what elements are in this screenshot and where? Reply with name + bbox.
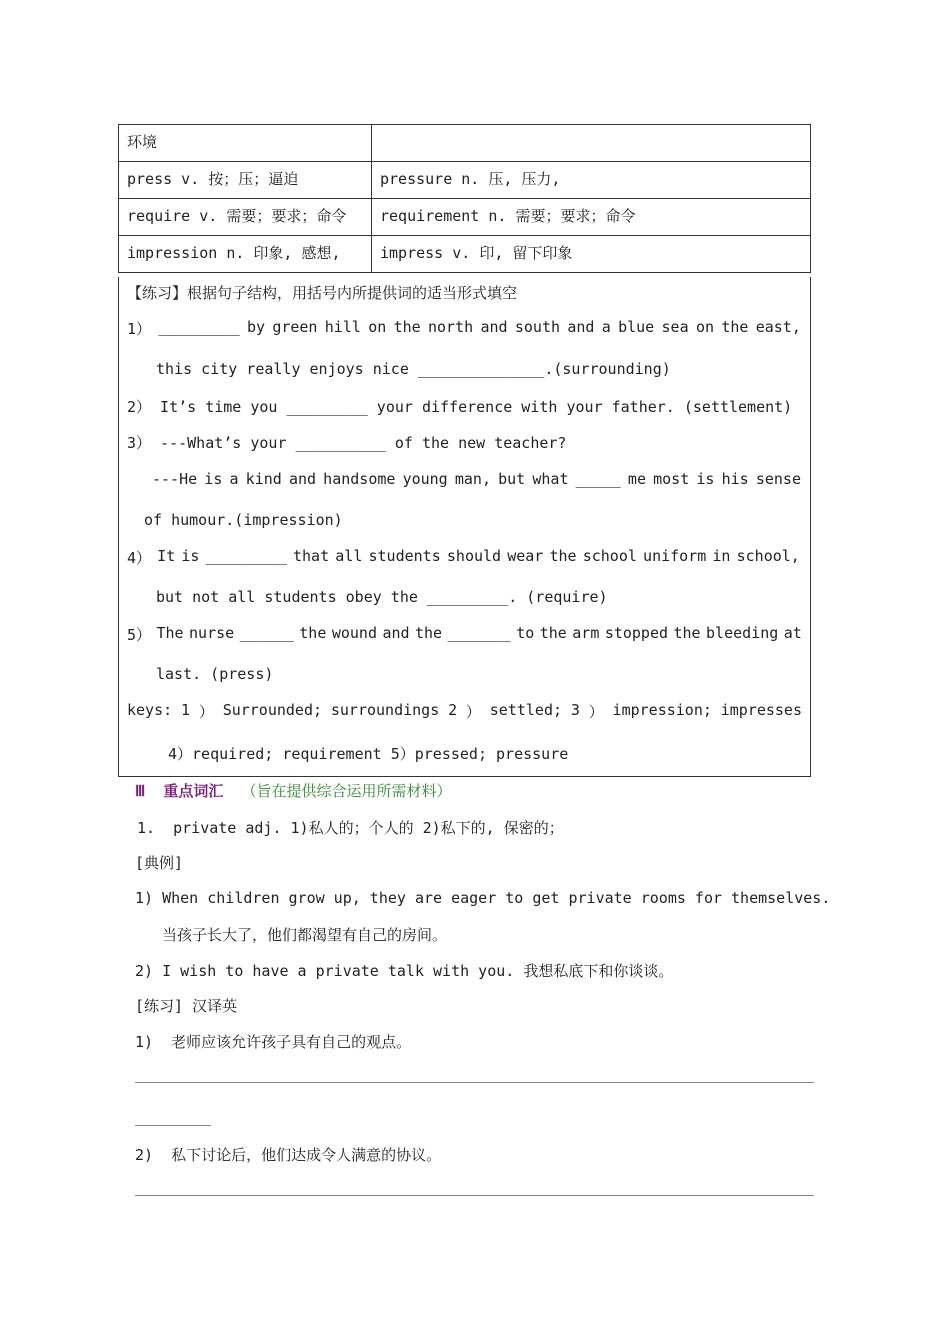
table-cell: pressure n. 压, 压力, (372, 162, 811, 199)
practice-1: 1) 老师应该允许孩子具有自己的观点。 (135, 1033, 412, 1051)
word: the (673, 624, 701, 642)
word: his (721, 470, 749, 488)
word: south (514, 318, 561, 336)
word: wound (331, 624, 377, 642)
word: green (272, 318, 318, 336)
word: the (299, 624, 327, 642)
table-cell: 环境 (119, 125, 372, 162)
word: The (156, 624, 184, 642)
answer-line[interactable] (135, 1125, 211, 1126)
word: and (567, 318, 595, 336)
answer-line[interactable] (135, 1082, 814, 1083)
table-row (119, 125, 811, 162)
exercise-title: 【练习】根据句子结构，用括号内所提供词的适当形式填空 (127, 284, 518, 302)
word: 5） (127, 626, 152, 644)
word: nurse (189, 624, 235, 642)
question-5-line-1 (127, 624, 802, 645)
word: east, (755, 318, 801, 336)
word: ） (465, 703, 481, 721)
word: man, (454, 470, 491, 488)
answer-line[interactable] (135, 1195, 814, 1196)
word: _________ (158, 318, 240, 336)
question-3-line-3: of humour.(impression) (144, 511, 343, 529)
word: _____ (575, 470, 621, 488)
word: Surrounded; (222, 701, 323, 719)
word: ______ (239, 624, 294, 642)
word: that (293, 547, 330, 565)
word: all (335, 547, 363, 565)
word: _______ (447, 624, 511, 642)
table-cell: requirement n. 需要；要求；命令 (372, 199, 811, 236)
word: surroundings (330, 701, 440, 719)
answer-keys-line-2: 4）required; requirement 5）pressed; pressure (168, 745, 569, 763)
word: school, (736, 547, 800, 565)
word: the (393, 318, 421, 336)
question-1-line-2: this city really enjoys nice ______________.(surrounding) (156, 360, 671, 378)
word: young (402, 470, 448, 488)
practice-label: [练习] 汉译英 (135, 997, 238, 1015)
word: by (246, 318, 265, 336)
word: at (783, 624, 802, 642)
word: on (368, 318, 387, 336)
word: bleeding (706, 624, 779, 642)
example-1-chinese: 当孩子长大了，他们都渴望有自己的房间。 (162, 926, 448, 944)
word: should (446, 547, 502, 565)
word: hill (324, 318, 361, 336)
table-cell (372, 125, 811, 162)
word: keys: (127, 701, 173, 719)
section-title: 重点词汇 (163, 782, 224, 800)
practice-2: 2) 私下讨论后，他们达成令人满意的协议。 (135, 1146, 442, 1164)
word: impresses (720, 701, 802, 719)
word: kind (245, 470, 282, 488)
question-1-line-1 (127, 318, 801, 339)
word: students (368, 547, 441, 565)
table-cell: impression n. 印象, 感想, (119, 236, 372, 273)
question-3-line-2 (152, 470, 801, 488)
question-3-line-1: 3） ---What’s your __________ of the new teacher? (127, 434, 567, 452)
word: a (601, 318, 611, 336)
section-number: Ⅲ (135, 782, 146, 800)
question-5-line-2: last. (press) (156, 665, 274, 683)
word: on (695, 318, 714, 336)
word: 1） (127, 320, 152, 338)
word: a (229, 470, 239, 488)
word: uniform (643, 547, 707, 565)
word: wear (507, 547, 544, 565)
section-note: （旨在提供综合运用所需材料） (241, 782, 452, 800)
vocab-item-1: 1. private adj. 1)私人的；个人的 2)私下的, 保密的； (137, 819, 564, 837)
word: handsome (323, 470, 396, 488)
word: and (288, 470, 317, 488)
vocabulary-table (118, 124, 811, 273)
word: ） (588, 703, 604, 721)
word: 2 (448, 701, 458, 719)
word: me (627, 470, 646, 488)
table-row (119, 199, 811, 236)
word: the (721, 318, 749, 336)
word: impression; (612, 701, 712, 719)
word: is (204, 470, 223, 488)
word: most (653, 470, 690, 488)
word: in (712, 547, 731, 565)
word: and (480, 318, 508, 336)
word: is (696, 470, 715, 488)
word: blue (618, 318, 655, 336)
word: 3 (570, 701, 580, 719)
word: the (539, 624, 567, 642)
word: arm (572, 624, 600, 642)
word: but (498, 470, 526, 488)
word: what (532, 470, 569, 488)
table-cell: impress v. 印, 留下印象 (372, 236, 811, 273)
word: is (181, 547, 200, 565)
word: It (157, 547, 176, 565)
word: school (582, 547, 637, 565)
table-row (119, 236, 811, 273)
example-2: 2) I wish to have a private talk with you. 我想私底下和你谈谈。 (135, 962, 674, 980)
word: ---He (152, 470, 198, 488)
word: north (428, 318, 474, 336)
word: _________ (205, 547, 287, 565)
question-4-line-1 (127, 547, 800, 568)
word: stopped (604, 624, 669, 642)
example-label: [典例] (135, 854, 184, 872)
word: to (516, 624, 535, 642)
answer-keys-line-1 (127, 701, 802, 722)
table-cell: press v. 按；压；逼迫 (119, 162, 372, 199)
table-cell: require v. 需要；要求；命令 (119, 199, 372, 236)
table-row (119, 162, 811, 199)
question-4-line-2: but not all students obey the _________. (require) (156, 588, 608, 606)
question-2: 2） It’s time you _________ your difference with your father. (settlement) (127, 398, 793, 416)
word: sense (755, 470, 801, 488)
section-heading (135, 780, 452, 801)
word: and (382, 624, 410, 642)
word: settled; (489, 701, 563, 719)
word: the (414, 624, 443, 642)
word: 1 (180, 701, 191, 719)
word: ） (198, 703, 214, 721)
example-1-english: 1) When children grow up, they are eager to get private rooms for themselves. (135, 889, 831, 907)
word: 4） (127, 549, 152, 567)
word: the (549, 547, 577, 565)
word: sea (661, 318, 689, 336)
